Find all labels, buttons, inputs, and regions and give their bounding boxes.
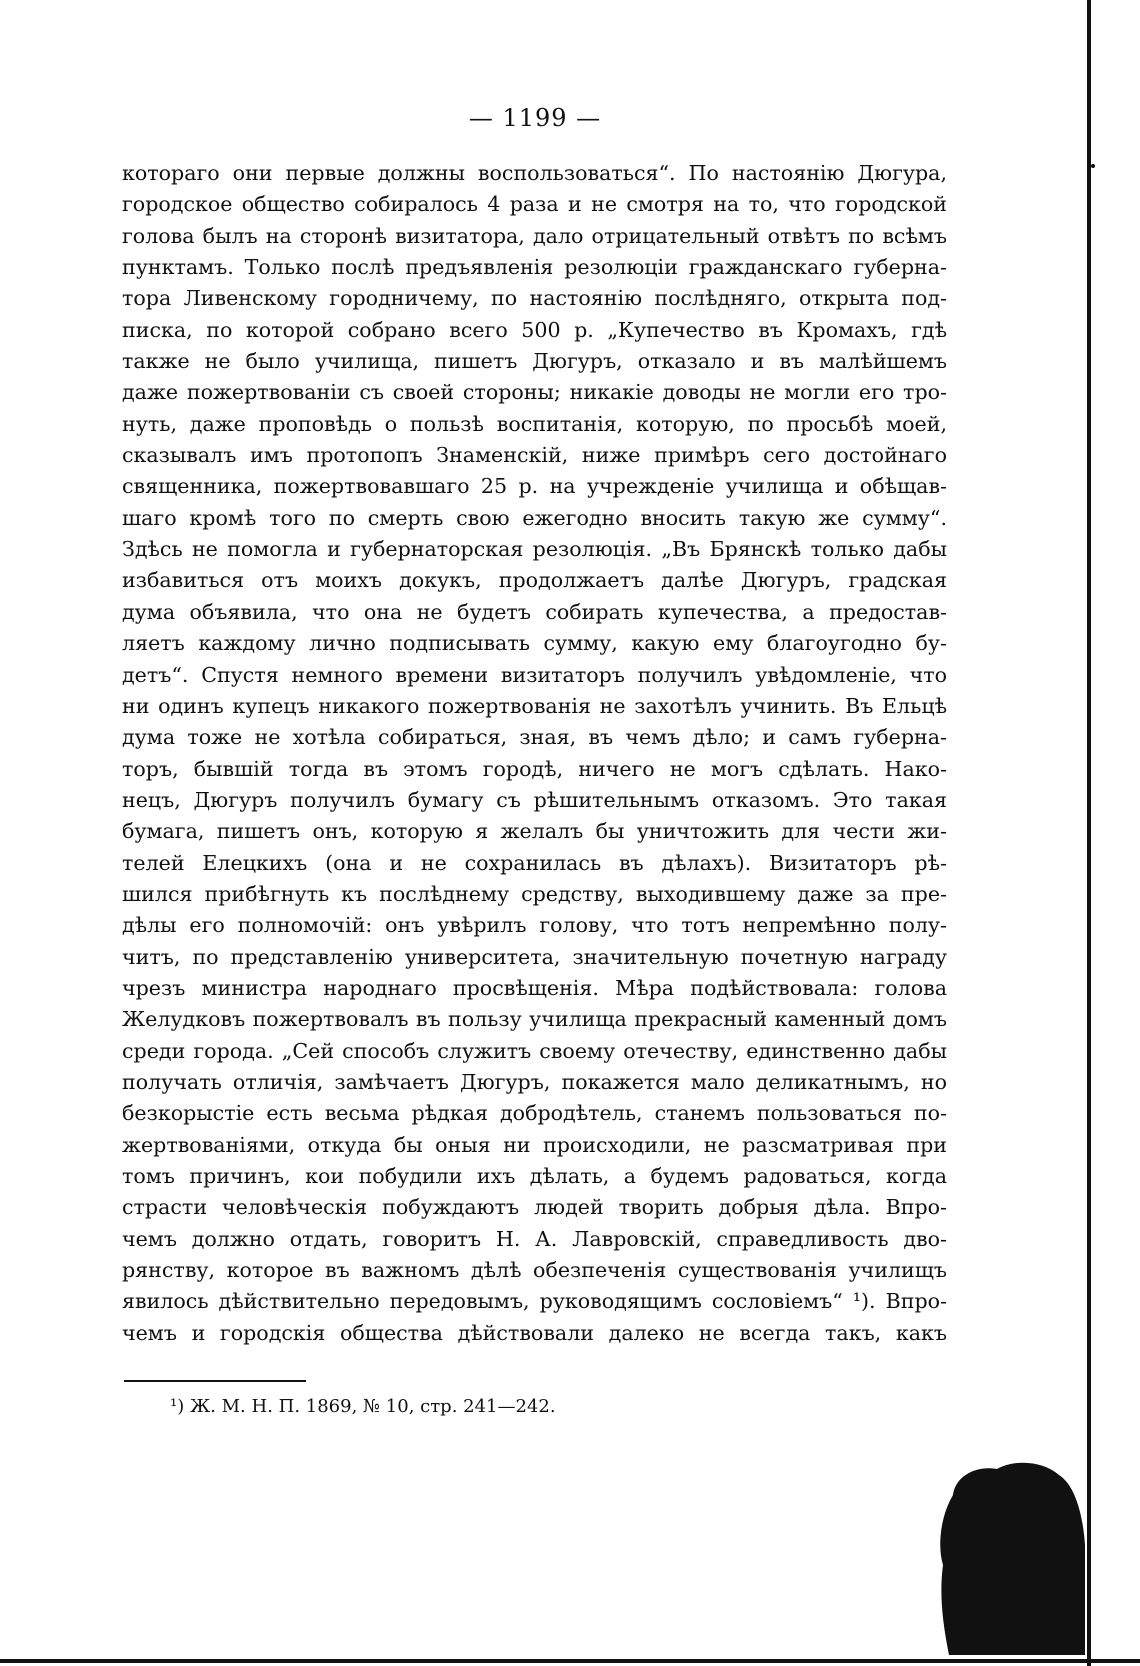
text-line: котораго они первые должны воспользоваться“. По настоянію Дюгура, <box>122 161 947 185</box>
text-line: читъ, по представленію университета, значительную почетную награду <box>122 944 947 969</box>
page-number: — 1199 — <box>468 104 602 132</box>
ink-blot <box>935 1455 1085 1655</box>
text-line: голова былъ на сторонѣ визитатора, дало отрицательный отвѣтъ по всѣмъ <box>122 223 947 248</box>
text-line: бумага, пишетъ онъ, которую я желалъ бы уничтожить для чести жи- <box>122 819 947 844</box>
text-line: чемъ и городскія общества дѣйствовали далеко не всегда такъ, какъ <box>122 1320 947 1345</box>
text-line: среди города. „Сей способъ служитъ своему отечеству, единственно дабы <box>122 1038 947 1063</box>
ink-speck <box>1091 164 1095 168</box>
body-text <box>122 158 947 1349</box>
text-line: рянству, которое въ важномъ дѣлѣ обезпеченія существованія училищъ <box>122 1258 947 1283</box>
text-line: шился прибѣгнуть къ послѣднему средству, выходившему даже за пре- <box>122 881 947 906</box>
text-line: жертвованіями, откуда бы оныя ни происходили, не разсматривая при <box>122 1132 947 1157</box>
text-line: даже пожертвованіи съ своей стороны; никакіе доводы не могли его тро- <box>122 380 947 405</box>
text-line: телей Елецкихъ (она и не сохранилась въ дѣлахъ). Визитаторъ рѣ- <box>122 850 947 875</box>
text-line: чемъ должно отдать, говоритъ Н. А. Лавровскій, справедливость дво- <box>122 1226 947 1251</box>
text-line: дума объявила, что она не будетъ собирать купечества, а предостав- <box>122 599 947 624</box>
text-line: безкорыстіе есть весьма рѣдкая добродѣтель, станемъ пользоваться по- <box>122 1101 947 1126</box>
text-line: дума тоже не хотѣла собираться, зная, въ чемъ дѣло; и самъ губерна- <box>122 725 947 750</box>
text-line: ни одинъ купецъ никакого пожертвованія не захотѣлъ учинить. Въ Ельцѣ <box>122 693 947 718</box>
text-line: детъ“. Спустя немного времени визитаторъ получилъ увѣдомленіе, что <box>122 662 947 687</box>
footnote: ¹) Ж. М. Н. П. 1869, № 10, стр. 241—242. <box>170 1396 556 1417</box>
text-line: ляетъ каждому лично подписывать сумму, какую ему благоугодно бу- <box>122 631 947 656</box>
text-line: явилось дѣйствительно передовымъ, руководящимъ сословіемъ“ ¹). Впро- <box>122 1289 947 1314</box>
text-line: нуть, даже проповѣдь о пользѣ воспитанія, которую, по просьбѣ моей, <box>122 411 947 436</box>
text-line: пунктамъ. Только послѣ предъявленія резолюціи гражданскаго губерна- <box>122 255 947 280</box>
text-line: писка, по которой собрано всего 500 р. „Купечество въ Кромахъ, гдѣ <box>122 317 947 342</box>
text-line: дѣлы его полномочій: онъ увѣрилъ голову, что тотъ непремѣнно полу- <box>122 913 947 938</box>
scan-edge-bottom <box>0 1659 1140 1663</box>
text-line: шаго кромѣ того по смерть свою ежегодно вносить такую же сумму“. <box>122 505 947 530</box>
text-line: тора Ливенскому городничему, по настоянію послѣдняго, открыта под- <box>122 286 947 311</box>
text-line: страсти человѣческія побуждаютъ людей творить добрыя дѣла. Впро- <box>122 1195 947 1220</box>
text-line: торъ, бывшій тогда въ этомъ городѣ, ничего не могъ сдѣлать. Нако- <box>122 756 947 781</box>
scan-edge-right <box>1087 0 1091 1666</box>
text-line: избавиться отъ моихъ докукъ, продолжаетъ далѣе Дюгуръ, градская <box>122 568 947 593</box>
text-line: Желудковъ пожертвовалъ въ пользу училища прекрасный каменный домъ <box>122 1007 947 1032</box>
text-line: Здѣсь не помогла и губернаторская резолюція. „Въ Брянскѣ только дабы <box>122 537 947 562</box>
footnote-divider <box>124 1380 306 1382</box>
text-line: городское общество собиралось 4 раза и не смотря на то, что городской <box>122 192 947 217</box>
text-line: получать отличія, замѣчаетъ Дюгуръ, покажется мало деликатнымъ, но <box>122 1069 947 1094</box>
text-line: также не было училища, пишетъ Дюгуръ, отказало и въ малѣйшемъ <box>122 349 947 374</box>
text-line: томъ причинъ, кои побудили ихъ дѣлать, а будемъ радоваться, когда <box>122 1164 947 1188</box>
text-line: чрезъ министра народнаго просвѣщенія. Мѣра подѣйствовала: голова <box>122 975 947 1000</box>
text-line: сказывалъ имъ протопопъ Знаменскій, ниже примѣръ сего достойнаго <box>122 443 947 468</box>
text-line: священника, пожертвовавшаго 25 р. на учрежденіе училища и обѣщав- <box>122 474 947 499</box>
text-line: нецъ, Дюгуръ получилъ бумагу съ рѣшительнымъ отказомъ. Это такая <box>122 787 947 812</box>
